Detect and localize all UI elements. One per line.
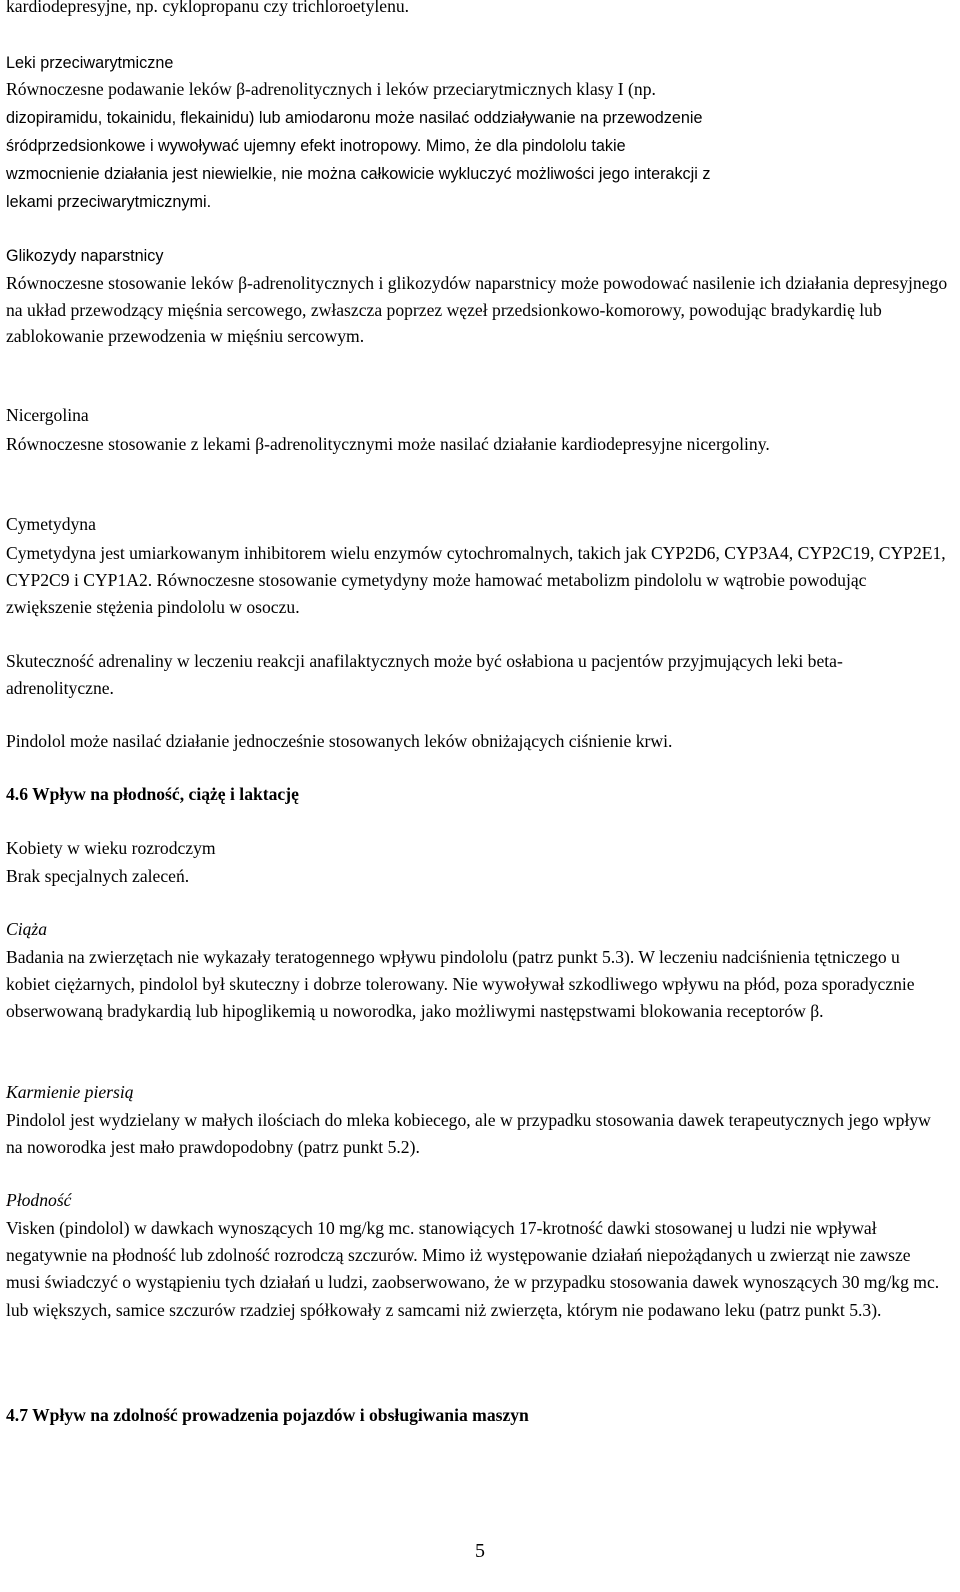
- fertility-text: Visken (pindolol) w dawkach wynoszących 10 mg/kg mc. stanowiących 17-krotność dawki stosowanej u ludzi nie wpływał negatywnie na płodność lub zdolność rozrodczą szczurów. Mimo iż występowanie działań niepożądanych u zwierząt nie zawsze musi świadczyć o wystąpieniu tych działań u ludzi, zaobserwowano, że w przypadku stosowania dawek wynoszących 30 mg/kg mc. lub większych, samice szczurów rzadziej spółkowały z samcami niż zwierzęta, którym nie podawano leku (patrz punkt 5.3).: [6, 1218, 940, 1320]
- pregnancy-text: Badania na zwierzętach nie wykazały teratogennego wpływu pindololu (patrz punkt 5.3). W leczeniu nadciśnienia tętniczego u kobiet ciężarnych, pindolol był skuteczny i dobrze tolerowany. Nie wywoływał szkodliwego wpływu na płód, poza sporadycznie obserwowaną bradykardią lub hipoglikemią u noworodka, jako możliwymi następstwami blokowania receptorów β.: [6, 947, 915, 1022]
- breastfeeding-heading: Karmienie piersią: [6, 1082, 134, 1102]
- antiarrhythmics-heading: Leki przeciwarytmiczne: [6, 54, 174, 72]
- adrenaline-paragraph: Skuteczność adrenaliny w leczeniu reakcji anafilaktycznych może być osłabiona u pacjentów przyjmujących leki beta-adrenolityczne.: [6, 651, 843, 698]
- women-heading: Kobiety w wieku rozrodczym: [6, 838, 216, 858]
- nicergoline-text: Równoczesne stosowanie z lekami β-adrenolitycznymi może nasilać działanie kardiodepresyjne nicergoliny.: [6, 434, 770, 454]
- page-number: 5: [475, 1540, 485, 1562]
- antiarrhythmics-line-1: Równoczesne podawanie leków β-adrenolitycznych i leków przeciarytmicznych klasy I (np.: [6, 79, 656, 99]
- pregnancy-heading: Ciąża: [6, 919, 48, 939]
- cimetidine-heading: Cymetydyna: [6, 514, 96, 534]
- antiarrhythmics-line-3-tail: Mimo, że dla pindololu takie: [421, 137, 626, 155]
- antiarrhythmics-line-3: [6, 134, 948, 159]
- antiarrhythmics-line-5: lekami przeciwarytmicznymi.: [6, 193, 212, 211]
- antiarrhythmics-line-4: wzmocnienie działania jest niewielkie, nie można całkowicie wykluczyć możliwości jego interakcji z: [6, 165, 711, 183]
- antiarrhythmics-line-3-text: śródprzedsionkowe i wywoływać ujemny efekt inotropowy.: [6, 137, 422, 155]
- antiarrhythmics-line-2: dizopiramidu, tokainidu, flekainidu) lub amiodaronu może nasilać oddziaływanie na przewodzenie: [6, 109, 703, 127]
- antihypertensive-paragraph: Pindolol może nasilać działanie jednocześnie stosowanych leków obniżających ciśnienie krwi.: [6, 731, 673, 751]
- fertility-heading: Płodność: [6, 1190, 72, 1210]
- cimetidine-text: Cymetydyna jest umiarkowanym inhibitorem wielu enzymów cytochromalnych, takich jak CYP2D6, CYP3A4, CYP2C19, CYP2E1, CYP2C9 i CYP1A2. Równoczesne stosowanie cymetydyny może hamować metabolizm pindololu w wątrobie powodując zwiększenie stężenia pindololu w osoczu.: [6, 543, 946, 618]
- women-text: Brak specjalnych zaleceń.: [6, 866, 190, 886]
- nicergoline-heading: Nicergolina: [6, 405, 89, 425]
- section-4-7-heading: 4.7 Wpływ na zdolność prowadzenia pojazdów i obsługiwania maszyn: [6, 1405, 529, 1425]
- section-4-6-heading: 4.6 Wpływ na płodność, ciążę i laktację: [6, 784, 299, 804]
- breastfeeding-text: Pindolol jest wydzielany w małych ilościach do mleka kobiecego, ale w przypadku stosowania dawek terapeutycznych jego wpływ na noworodka jest mało prawdopodobny (patrz punkt 5.2).: [6, 1110, 931, 1158]
- intro-line: kardiodepresyjne, np. cyklopropanu czy trichloroetylenu.: [6, 0, 410, 16]
- digitalis-text: Równoczesne stosowanie leków β-adrenolitycznych i glikozydów naparstnicy może powodować nasilenie ich działania depresyjnego na układ przewodzący mięśnia sercowego, zwłaszcza poprzez węzeł przedsionkowo-komorowy, powodując bradykardię lub zablokowanie przewodzenia w mięśniu sercowym.: [6, 273, 948, 346]
- digitalis-heading: Glikozydy naparstnicy: [6, 247, 164, 265]
